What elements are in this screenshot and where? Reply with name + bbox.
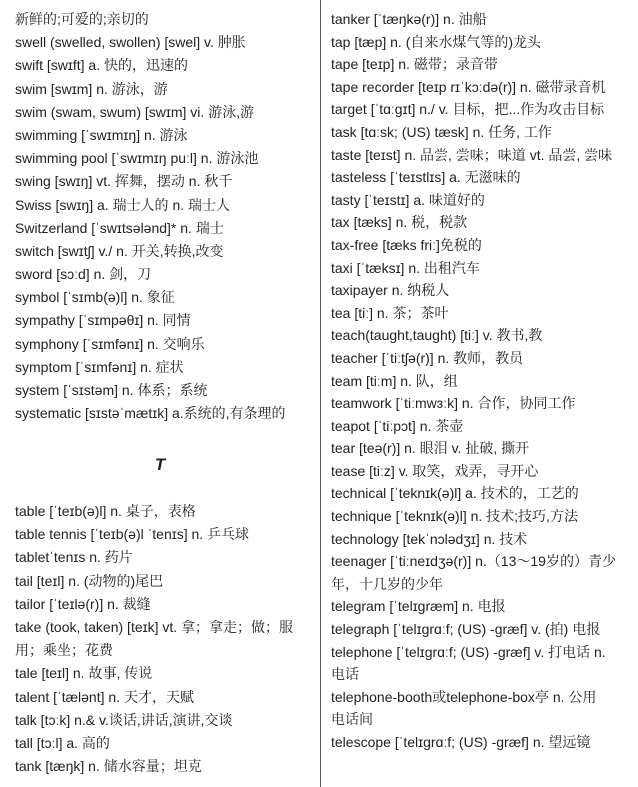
right-column-entries [331,8,616,754]
dictionary-entry: teenager [ˈtiːneɪdʒə(r)] n.（13～19岁的）青少 [331,553,616,570]
dictionary-entry: 用；乘坐；花费 [15,642,113,659]
dictionary-entry: swim (swam, swum) [swɪm] vi. 游泳,游 [15,103,255,120]
dictionary-entry: swift [swɪft] a. 快的，迅速的 [15,57,188,74]
dictionary-entry: symptom [ˈsɪmfənɪ] n. 症状 [15,358,184,375]
dictionary-entry: system [ˈsɪstəm] n. 体系；系统 [15,382,208,398]
dictionary-entry: tax-free [tæks friː]免税的 [331,236,482,253]
dictionary-entry: tall [tɔːl] a. 高的 [15,734,110,751]
dictionary-entry: 电话间 [331,711,373,728]
dictionary-entry: teapot [ˈtiːpɔt] n. 茶壶 [331,417,464,434]
dictionary-entry: tail [teɪl] n. (动物的)尾巴 [15,572,164,589]
dictionary-entry: tailor [ˈteɪlə(r)] n. 裁缝 [15,595,151,612]
dictionary-entry: symbol [ˈsɪmb(ə)l] n. 象征 [15,289,175,306]
dictionary-entry: tap [tæp] n. (自来水煤气等的)龙头 [331,33,542,50]
dictionary-entry: tax [tæks] n. 税，税款 [331,214,468,231]
dictionary-entry: swim [swɪm] n. 游泳，游 [15,80,168,97]
dictionary-entry: task [tɑːsk; (US) tæsk] n. 任务, 工作 [331,123,552,140]
dictionary-entry: teach(taught,taught) [tiː] v. 教书,教 [331,327,543,344]
dictionary-entry: telegraph [ˈtelɪgrɑːf; (US) -græf] v. (拍) 电报 [331,621,601,638]
dictionary-entry: 电话 [331,666,359,683]
dictionary-entry: sword [sɔːd] n. 剑，刀 [15,266,152,283]
column-divider [320,0,321,787]
dictionary-entry: switch [swɪtʃ] v./ n. 开关,转换,改变 [15,242,224,259]
dictionary-entry: talent [ˈtælənt] n. 天才，天赋 [15,688,194,705]
dictionary-entry: technology [tekˈnɔlədʒɪ] n. 技术 [331,530,528,547]
dictionary-entry: swell (swelled, swollen) [swel] v. 肿胀 [15,34,246,51]
dictionary-entry: Switzerland [ˈswɪtsələnd]* n. 瑞士 [15,219,224,236]
dictionary-entry: Swiss [swɪŋ] a. 瑞士人的 n. 瑞士人 [15,196,231,213]
dictionary-entry: technical [ˈteknɪk(ə)l] a. 技术的，工艺的 [331,485,579,502]
dictionary-entry: tanker [ˈtæŋkə(r)] n. 油船 [331,11,487,27]
dictionary-entry: talk [tɔːk] n.& v.谈话,讲话,演讲,交谈 [15,711,233,728]
dictionary-entry: taxipayer n. 纳税人 [331,282,450,299]
dictionary-entry: tape recorder [teɪp rɪˈkɔːdə(r)] n. 磁带录音机 [331,78,606,95]
dictionary-entry: tank [tæŋk] n. 储水容量；坦克 [15,758,202,775]
dictionary-entry: tasty [ˈteɪstɪ] a. 味道好的 [331,191,485,208]
dictionary-entry: team [tiːm] n. 队，组 [331,372,458,389]
dictionary-entry: systematic [sɪstəˈmætɪk] a.系统的,有条理的 [15,405,286,422]
dictionary-entry: telescope [ˈtelɪgrɑːf; (US) -græf] n. 望远镜 [331,734,591,750]
dictionary-entry: table tennis [ˈteɪb(ə)l ˈtenɪs] n. 乒乓球 [15,526,250,543]
dictionary-entry: symphony [ˈsɪmfənɪ] n. 交响乐 [15,335,205,352]
dictionary-entry: technique [ˈteknɪk(ə)l] n. 技术;技巧,方法 [331,508,578,525]
dictionary-entry: table [ˈteɪb(ə)l] n. 桌子，表格 [15,503,196,519]
dictionary-entry: teamwork [ˈtiːmwɜːk] n. 合作，协同工作 [331,395,576,412]
dictionary-entry: take (took, taken) [teɪk] vt. 拿；拿走；做；服 [15,618,294,635]
dictionary-entry: tale [teɪl] n. 故事, 传说 [15,665,153,682]
dictionary-entry: target [ˈtɑːgɪt] n./ v. 目标，把...作为攻击目标 [331,101,605,118]
dictionary-entry: telegram [ˈtelɪgræm] n. 电报 [331,598,506,615]
dictionary-entry: taxi [ˈtæksɪ] n. 出租汽车 [331,259,480,276]
dictionary-entry: 新鲜的;可爱的;亲切的 [15,11,149,27]
dictionary-entry: tear [teə(r)] n. 眼泪 v. 扯破, 撕开 [331,440,530,457]
dictionary-entry: tasteless [ˈteɪstlɪs] a. 无滋味的 [331,169,521,186]
dictionary-entry: tea [tiː] n. 茶；茶叶 [331,304,449,321]
dictionary-entry: swimming pool [ˈswɪmɪŋ puːl] n. 游泳池 [15,150,259,167]
dictionary-entry: tabletˈtenɪs n. 药片 [15,549,133,566]
dictionary-entry: tease [tiːz] v. 取笑，戏弄，寻开心 [331,462,539,479]
dictionary-entry: telephone-booth或telephone-box亭 n. 公用 [331,688,597,705]
section-heading: T [154,455,166,474]
dictionary-entry: sympathy [ˈsɪmpəθɪ] n. 同情 [15,312,191,329]
dictionary-entry: swing [swɪŋ] vt. 挥舞，摆动 n. 秋千 [15,173,233,190]
dictionary-entry: tape [teɪp] n. 磁带；录音带 [331,56,498,73]
dictionary-entry: swimming [ˈswɪmɪŋ] n. 游泳 [15,126,188,143]
dictionary-entry: teacher [ˈtiːtʃə(r)] n. 教师，教员 [331,349,524,366]
dictionary-entry: taste [teɪst] n. 品尝, 尝味；味道 vt. 品尝, 尝味 [331,146,613,163]
left-column-t-entries [15,500,293,778]
left-column-entries [15,8,286,425]
dictionary-entry: telephone [ˈtelɪgrɑːf; (US) -græf] v. 打电话 n. [331,643,606,660]
dictionary-entry: 年，十几岁的少年 [331,575,443,592]
